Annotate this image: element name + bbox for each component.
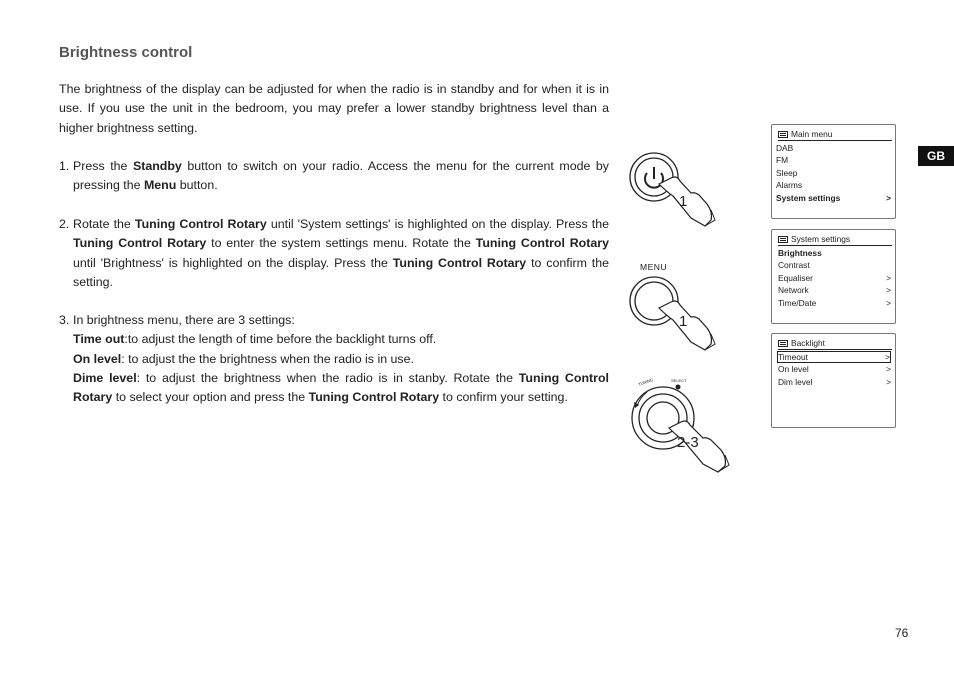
- tuning-rotary-figure: [625, 378, 735, 478]
- rotary-select-text: SELECT: [671, 378, 687, 383]
- lcd-header: [778, 129, 892, 141]
- language-badge: GB: [918, 146, 954, 166]
- lcd-row-label: Brightness: [778, 248, 822, 258]
- standby-term: Standby: [132, 159, 182, 173]
- intro-paragraph: [59, 80, 609, 138]
- rotary-term: Tuning Control Rotary: [73, 236, 207, 251]
- lcd-row-label: DAB: [776, 143, 794, 153]
- step-text: :to adjust the length of time before the backlight turns off.: [124, 332, 437, 347]
- lcd-row: [777, 363, 891, 375]
- lcd-row: [776, 142, 891, 154]
- standby-button-figure: [625, 148, 720, 233]
- menu-term: Menu: [143, 178, 177, 193]
- rotary-step-label: 2-3: [677, 434, 699, 451]
- lcd-row: [776, 167, 891, 179]
- lcd-row: [778, 297, 891, 309]
- lcd-title: System settings: [791, 234, 851, 245]
- rotary-term: Tuning Control Rotary: [134, 217, 267, 231]
- step-number: 1.: [59, 159, 70, 173]
- lcd-row-label: Time/Date: [778, 297, 817, 308]
- lcd-row-label: Alarms: [776, 180, 803, 191]
- step-text: until 'Brightness' is highlighted on the display. Press the: [73, 255, 393, 270]
- menu-list-icon: [778, 131, 788, 138]
- lcd-row-arrow: >: [886, 376, 891, 387]
- rotary-tuning-text: TUNING: [637, 376, 654, 387]
- menu-button-figure: [625, 270, 720, 355]
- timeout-term: Time out: [73, 332, 125, 347]
- lcd-row-arrow: >: [886, 272, 891, 283]
- lcd-row-label: Dim level: [778, 376, 813, 387]
- rotary-term: Tuning Control Rotary: [73, 370, 609, 405]
- step-text: to enter the system settings menu. Rotate the: [206, 236, 476, 251]
- step-text: : to adjust the brightness when the radio is in stanby. Rotate the: [136, 370, 519, 385]
- lcd-system-settings: [771, 229, 896, 324]
- menu-step-label: 1: [679, 313, 688, 330]
- step-text: until 'System settings' is highlighted on the display. Press the: [266, 217, 610, 231]
- lcd-backlight: [771, 333, 896, 428]
- lcd-row-label: Equaliser: [778, 272, 813, 283]
- lcd-row-label: Network: [778, 285, 809, 296]
- lcd-row-label: Contrast: [778, 260, 810, 271]
- step-text: to confirm the setting.: [73, 255, 609, 289]
- lcd-header: [778, 338, 892, 350]
- lcd-row-arrow: >: [886, 364, 891, 375]
- rotary-term: Tuning Control Rotary: [475, 236, 609, 251]
- step-3: [59, 311, 609, 407]
- lcd-row: [778, 259, 891, 271]
- lcd-row-selected: [776, 192, 891, 204]
- lcd-title: Main menu: [791, 129, 833, 140]
- page-number: 76: [895, 626, 909, 640]
- on-level-term: On level: [73, 351, 122, 366]
- lcd-row-highlighted: [777, 351, 891, 363]
- page-heading: Brightness control: [59, 44, 193, 61]
- intro-text: The brightness of the display can be adjusted for when the radio is in standby and for when it is in use. If you use the unit in the bedroom, you may prefer a lower standby brightness level than a higher brightness setting.: [59, 82, 609, 135]
- step-2: [59, 215, 609, 292]
- step-number: 2.: [59, 217, 70, 231]
- step-text: to select your option and press the: [112, 390, 309, 405]
- rotary-term: Tuning Control Rotary: [392, 255, 527, 270]
- lcd-row-label: FM: [776, 155, 789, 166]
- lcd-main-menu: [771, 124, 896, 219]
- dim-level-term: Dime level: [73, 370, 137, 385]
- lcd-row-label: System settings: [776, 192, 841, 203]
- menu-caption: MENU: [640, 262, 668, 272]
- step-text: to confirm your setting.: [439, 390, 568, 405]
- standby-step-label: 1: [679, 193, 688, 210]
- lcd-row: [778, 272, 891, 284]
- lcd-header: [778, 234, 892, 246]
- lcd-row-label: Sleep: [776, 167, 798, 178]
- lcd-row: [776, 154, 891, 166]
- rotary-term: Tuning Control Rotary: [308, 390, 440, 405]
- step-text: In brightness menu, there are 3 settings:: [73, 313, 295, 327]
- lcd-row-selected: [778, 247, 891, 259]
- lcd-title: Backlight: [791, 338, 825, 349]
- step-number: 3.: [59, 313, 70, 327]
- menu-list-icon: [778, 340, 788, 347]
- lcd-row: [778, 284, 891, 296]
- lcd-row-arrow: >: [886, 285, 891, 296]
- lcd-row-arrow: >: [886, 297, 891, 308]
- step-text: button.: [176, 178, 218, 193]
- step-text: button to switch on your radio. Access the menu for the current mode by pressing the: [73, 159, 609, 193]
- step-text: Rotate the: [73, 217, 135, 231]
- menu-list-icon: [778, 236, 788, 243]
- select-dot-icon: [676, 385, 681, 390]
- lcd-row: [776, 179, 891, 191]
- step-1: [59, 157, 609, 196]
- step-text: Press the: [73, 159, 133, 173]
- lcd-row-arrow: >: [886, 192, 891, 203]
- lcd-row: [777, 376, 891, 388]
- step-text: : to adjust the the brightness when the radio is in use.: [121, 351, 414, 366]
- lcd-row-arrow: >: [885, 352, 890, 362]
- lcd-row-label: On level: [778, 364, 809, 375]
- lcd-row-label: Timeout: [778, 352, 808, 362]
